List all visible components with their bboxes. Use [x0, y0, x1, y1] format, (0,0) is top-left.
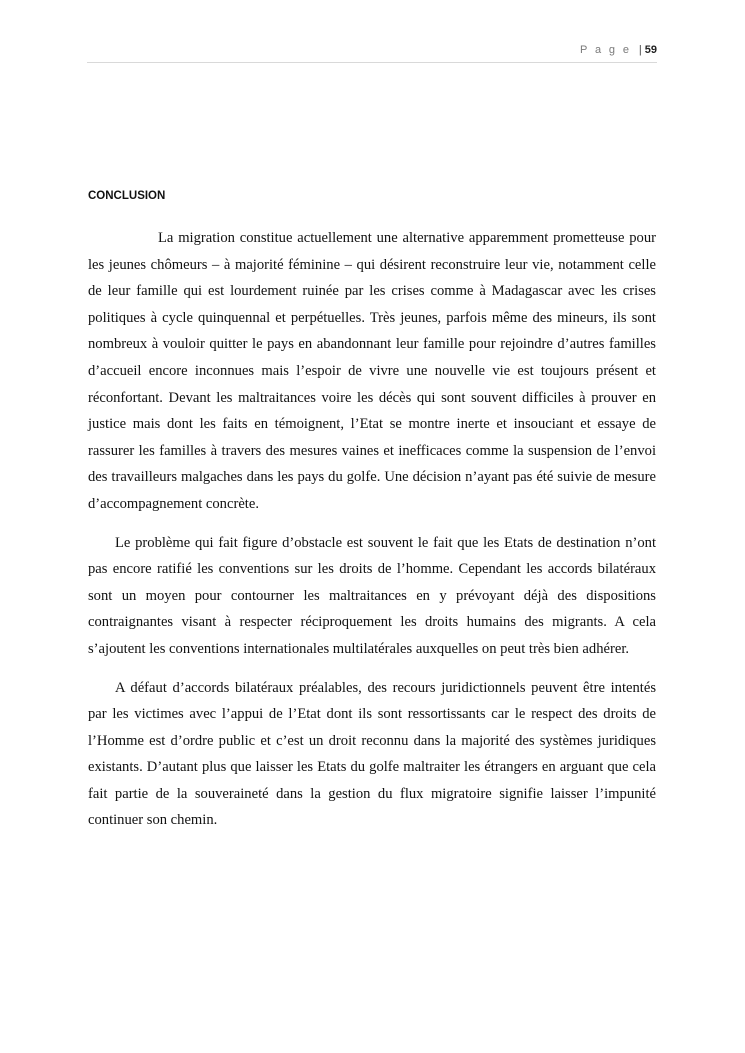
- page-number: 59: [644, 44, 657, 56]
- page-number-label: [580, 44, 657, 56]
- page-word: P a g e: [579, 44, 632, 56]
- section-title: CONCLUSION: [88, 190, 166, 202]
- page-separator: |: [638, 44, 642, 56]
- paragraph-2: Le problème qui fait figure d’obstacle est souvent le fait que les Etats de destination n’ont pas encore ratifié les conventions sur les droits de l’homme. Cependant les accords bilatéraux sont un moyen pour contourner les maltraitances en y prévoyant déjà des dispositions contraignantes visant à respecter réciproquement les droits humains des migrants. A cela s’ajoutent les conventions internationales multilatérales auxquelles on peut très bien adhérer.: [88, 534, 656, 657]
- body-text: [88, 225, 656, 846]
- page-header: [87, 40, 657, 63]
- paragraph-1: La migration constitue actuellement une alternative apparemment prometteuse pour les jeunes chômeurs – à majorité féminine – qui désirent reconstruire leur vie, notamment celle de leur famille qui est lourdement ruinée par les crises comme à Madagascar avec les crises politiques à cycle quinquennal et perpétuelles. Très jeunes, parfois même des mineurs, ils sont nombreux à vouloir quitter le pays en abandonnant leur famille pour rejoindre d’autres familles d’accueil encore inconnues mais l’espoir de vivre une nouvelle vie est toujours présent et réconfortant. Devant les maltraitances voire les décès qui sont souvent difficiles à prouver en justice mais dont les faits en témoignent, l’Etat se montre inerte et insouciant et essaye de rassurer les familles à travers des mesures vaines et inefficaces comme la suspension de l’envoi des travailleurs malgaches dans les pays du golfe. Une décision n’ayant pas été suivie de mesure d’accompagnement concrète.: [88, 230, 656, 512]
- paragraph-3: A défaut d’accords bilatéraux préalables, des recours juridictionnels peuvent être intentés par les victimes avec l’appui de l’Etat dont ils sont ressortissants car le respect des droits de l’Homme est d’ordre public et c’est un droit reconnu dans la majorité des systèmes juridiques existants. D’autant plus que laisser les Etats du golfe maltraiter les étrangers en arguant que cela fait partie de la souveraineté dans la gestion du flux migratoire signifie laisser l’impunité continuer son chemin.: [88, 679, 656, 829]
